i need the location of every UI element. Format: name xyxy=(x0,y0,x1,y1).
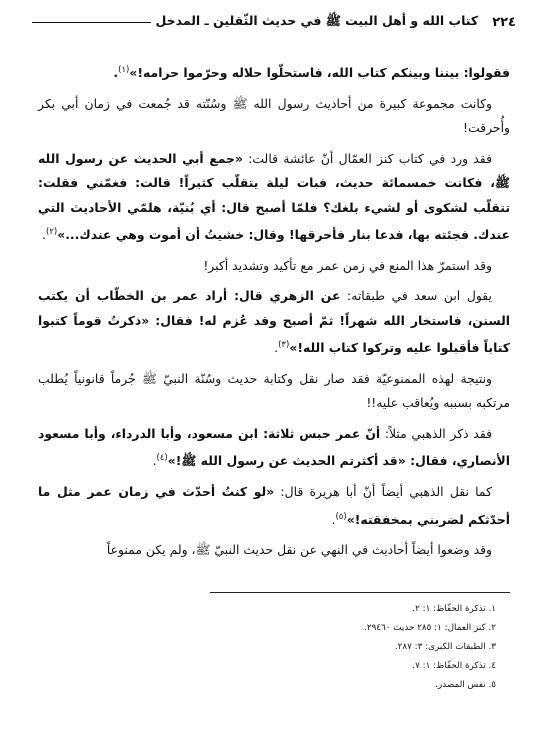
footnote-ref: (٤) xyxy=(156,453,168,464)
footnote: ٣. الطبقات الكبرى: ٣: ٢٨٧. xyxy=(394,642,496,652)
paragraph xyxy=(38,367,510,416)
footnote-ref: (٥) xyxy=(335,511,347,522)
text-run: . xyxy=(274,340,279,356)
paragraph xyxy=(38,538,510,563)
text-run: فقد ورد في كتاب كنز العمّال أنّ عائشة قالت: xyxy=(242,150,492,166)
text-run: كما نقل الذهبي أيضاً أنّ أبا هريرة قال: xyxy=(274,484,492,499)
footnotes xyxy=(38,600,504,695)
text-run: أنّ عمر حبس ثلاثة: ابن مسعود، وأبا الدرداء، وأبا مسعود الأنصاري، فقال: «قد أكثرتم الحديث عن رسول الله ﷺ!» xyxy=(38,425,510,469)
footnote: ٥. نفس المصدر. xyxy=(435,680,496,690)
footnote-ref: (١) xyxy=(118,65,130,75)
text-run: . xyxy=(113,65,119,81)
paragraph xyxy=(38,422,510,474)
main-text xyxy=(38,58,510,569)
footnote: ٤. تذكرة الحفّاظ: ١: ٧. xyxy=(412,661,496,671)
text-run: . xyxy=(331,511,336,527)
text-run: يقول ابن سعد في طبقاته: xyxy=(340,288,492,304)
paragraph xyxy=(38,254,510,279)
text-run: فقولوا: بيننا وبينكم كتاب الله، فاستحلّوا حلاله وحرّموا حرامه!» xyxy=(129,65,510,81)
running-header xyxy=(22,10,516,34)
text-run: «لو كنتُ أحدّث في زمان عمر مثل ما أحدّثكم لضربني بمخفقته!» xyxy=(38,484,510,527)
text-run: وكانت مجموعة كبيرة من أحاديث رسول الله ﷺ وسُنّته قد جُمعت في زمان أبي بكر وأُحرقت! xyxy=(38,95,510,136)
paragraph xyxy=(38,284,510,361)
text-run: ونتيجة لهذه الممنوعيّة فقد صار نقل وكتابة حديث وسُنّة النبيّ ﷺ جُرماً قانونياً يُطلب مرتكبه بسببه ويُعاقب عليه!! xyxy=(38,370,510,411)
footnote-ref: (٢) xyxy=(45,227,58,238)
footnote-ref: (٣) xyxy=(278,340,290,351)
footnote: ١. تذكرة الحفّاظ: ١: ٢. xyxy=(412,604,496,614)
text-run: وقد استمرّ هذا المنع في زمن عمر مع تأكيد وتشديد أكبر! xyxy=(203,257,492,273)
text-run: . xyxy=(152,453,157,469)
header-rule xyxy=(32,22,151,23)
running-title: كتاب الله و أهل البيت ﷺ في حديث الثّقلين ـ المدخل xyxy=(155,12,479,28)
paragraph xyxy=(38,147,510,248)
footnote: ٢. كنز العمال: ١: ٢٨٥ حديث ٢٩٤٦٠. xyxy=(364,623,496,633)
text-run: . xyxy=(42,227,46,243)
footnote-separator xyxy=(210,592,510,593)
text-run: عن الزهري قال: أراد عمر بن الخطّاب أن يكتب السنن، فاستخار الله شهراً! ثمّ أصبح وقد عُزم له! فقال: «ذكرتُ قوماً كتبوا كتاباً فأقبلوا عليه وتركوا كتاب الله!» xyxy=(38,288,510,356)
text-run: «جمع أبي الحديث عن رسول الله ﷺ، فكانت خمسمائة حديث، فبات ليلة يتقلّب كثيراً! قالت: فغمّني فقلت: تتقلّب لشكوى أو لشيء بلغك؟ فلمّا أصبح قال: أي بُنيّة، هلمّي الأحاديث التي عندك. فجئته بها، فدعا بنار فأحرقها! وقال: خشيتُ أن أموت وهي عندك...» xyxy=(38,150,510,243)
paragraph xyxy=(38,480,510,532)
page-number: ٢٢٤ xyxy=(492,14,516,30)
paragraph xyxy=(38,92,510,141)
text-run: فقد ذكر الذهبي مثلاً: xyxy=(380,425,493,441)
paragraph xyxy=(38,58,510,86)
text-run: وقد وضعوا أيضاً أحاديث في النهي عن نقل حديث النبيّ ﷺ، ولم يكن ممنوعاً xyxy=(106,542,492,558)
